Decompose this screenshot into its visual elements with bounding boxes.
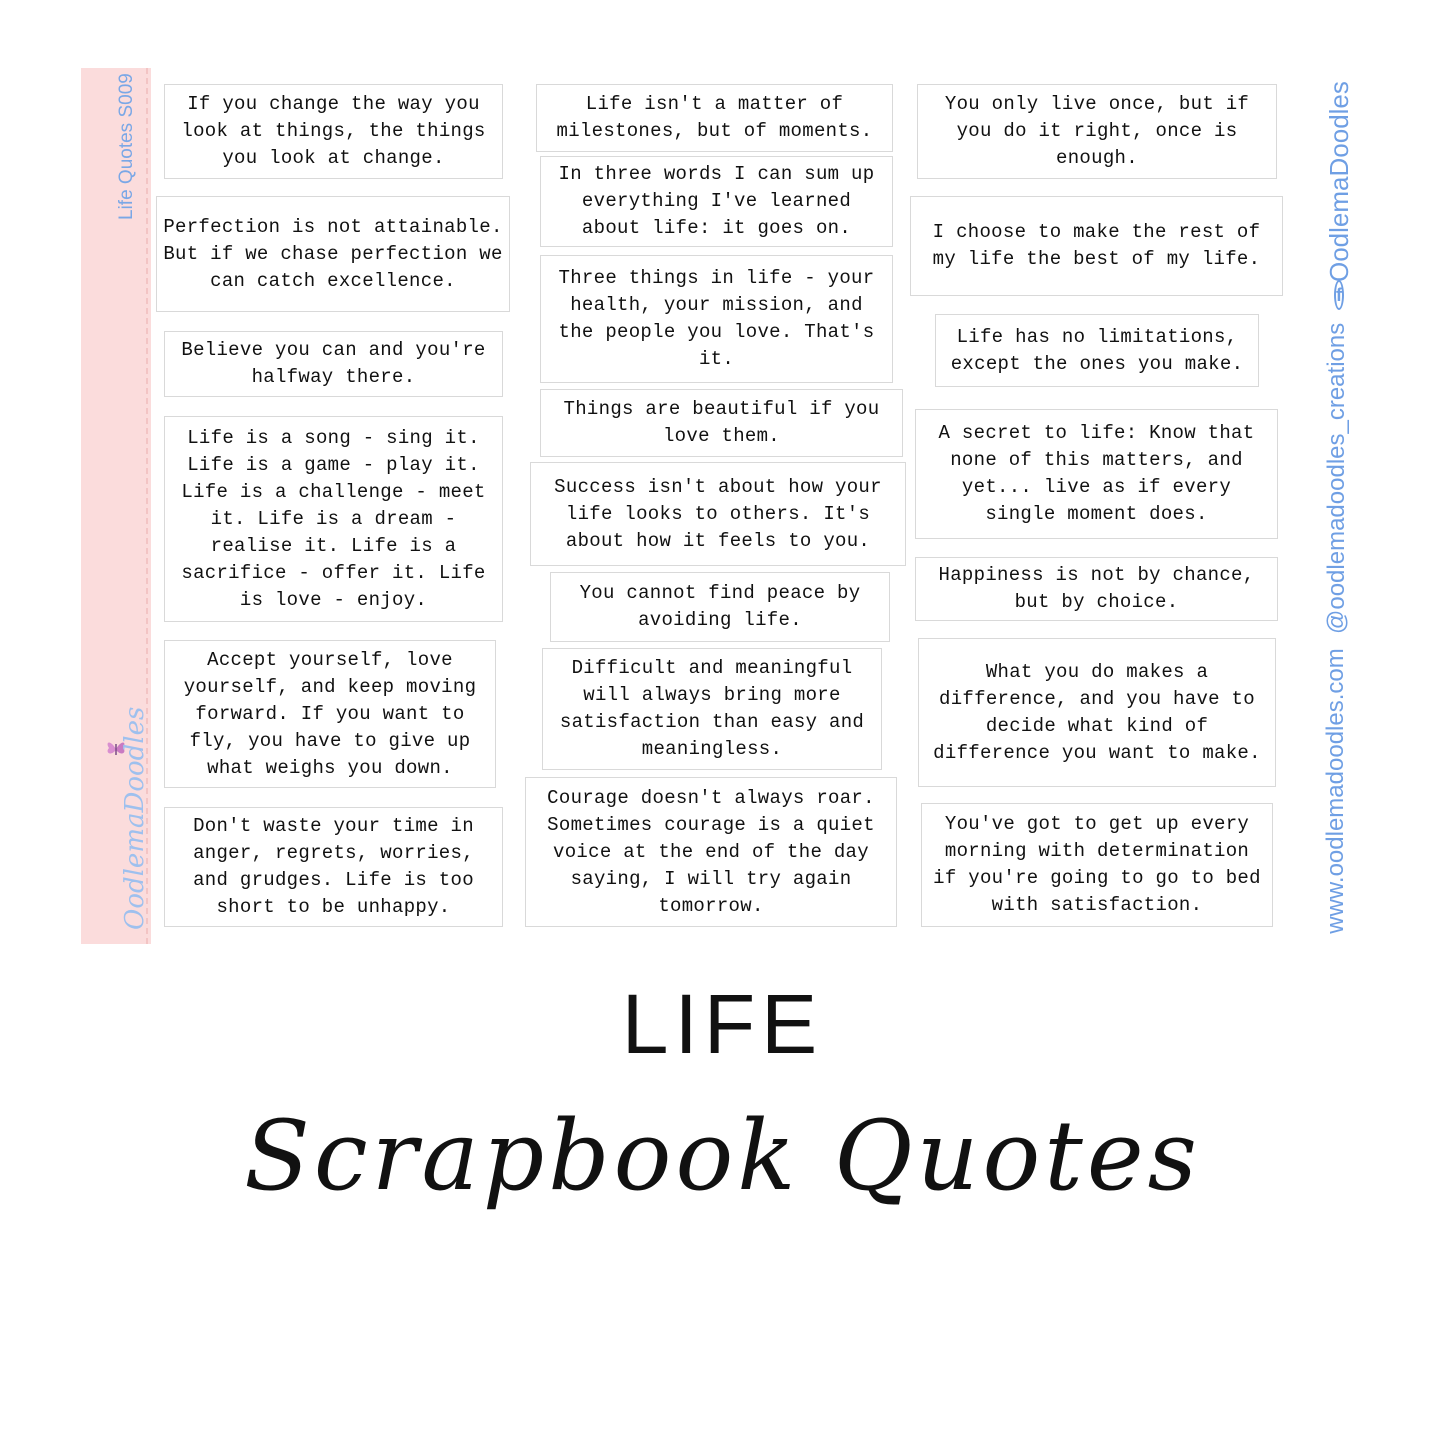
quote-text: Life has no limitations, except the ones you make. xyxy=(950,325,1244,375)
quote-text: Perfection is not attainable. But if we chase perfection we can catch excellence. xyxy=(163,215,503,292)
instagram-handle: @oodlemadoodles_creations xyxy=(1323,322,1350,634)
quote-text: Life isn't a matter of milestones, but of moments. xyxy=(556,93,873,142)
quote-text: Things are beautiful if you love them. xyxy=(563,398,880,447)
website-url: www.oodlemadoodles.com xyxy=(1322,648,1349,934)
quote-text: Believe you can and you're halfway there. xyxy=(181,339,486,388)
quote-card xyxy=(917,84,1277,179)
quote-card xyxy=(935,314,1259,387)
quote-card xyxy=(918,638,1276,787)
quote-text: Three things in life - your health, your mission, and the people you love. That's it. xyxy=(558,267,875,370)
quote-text: If you change the way you look at things, the things you look at change. xyxy=(181,93,486,169)
quote-card xyxy=(540,156,893,247)
quote-card xyxy=(164,807,503,927)
sheet-code-label: Life Quotes S009 xyxy=(116,73,137,220)
page-subtitle-script: Scrapbook Quotes xyxy=(244,1100,1201,1212)
quote-text: Courage doesn't always roar. Sometimes courage is a quiet voice at the end of the day saying, I will try again tomorrow. xyxy=(547,786,875,917)
quote-text: Happiness is not by chance, but by choice. xyxy=(938,564,1255,613)
quote-card xyxy=(164,416,503,622)
page-title: LIFE xyxy=(621,977,824,1071)
quote-text: You've got to get up every morning with determination if you're going to go to bed with satisfaction. xyxy=(933,813,1261,916)
quote-card xyxy=(525,777,897,927)
facebook-icon: f xyxy=(1334,280,1344,310)
quote-text: Life is a song - sing it. Life is a game - play it. Life is a challenge - meet it. Life is a dream - realise it. Life is a sacrifice - offer it. Life is love - enjoy. xyxy=(181,426,486,611)
quote-text: You cannot find peace by avoiding life. xyxy=(579,582,861,631)
quote-card xyxy=(164,84,503,179)
quote-text: A secret to life: Know that none of this matters, and yet... live as if every single moment does. xyxy=(938,422,1255,525)
quote-card xyxy=(915,409,1278,539)
facebook-handle xyxy=(1322,81,1356,305)
quote-text: In three words I can sum up everything I've learned about life: it goes on. xyxy=(558,163,875,239)
brand-logo-text: OodlemaDoodles xyxy=(120,706,150,930)
quote-card xyxy=(910,196,1283,296)
quote-card xyxy=(164,331,503,397)
quote-card xyxy=(550,572,890,642)
quote-text: Accept yourself, love yourself, and keep moving forward. If you want to fly, you have to give up what weighs you down. xyxy=(183,648,477,779)
quote-card xyxy=(164,640,496,788)
quote-text: Difficult and meaningful will always bring more satisfaction than easy and meaningless. xyxy=(559,657,865,760)
quote-card xyxy=(530,462,906,566)
quote-card xyxy=(156,196,510,312)
quote-text: What you do makes a difference, and you have to decide what kind of difference you want to make. xyxy=(933,660,1261,764)
quote-text: You only live once, but if you do it right, once is enough. xyxy=(944,93,1250,169)
quote-text: I choose to make the rest of my life the best of my life. xyxy=(932,221,1261,270)
quote-card xyxy=(540,255,893,383)
quote-text: Success isn't about how your life looks to others. It's about how it feels to you. xyxy=(554,475,882,552)
facebook-handle-text: OodlemaDoodles xyxy=(1323,81,1354,282)
quote-card xyxy=(542,648,882,770)
quote-card xyxy=(921,803,1273,927)
quote-card xyxy=(540,389,903,457)
quote-card xyxy=(915,557,1278,621)
quote-text: Don't waste your time in anger, regrets, worries, and grudges. Life is too short to be unhappy. xyxy=(193,815,474,918)
quote-card xyxy=(536,84,893,152)
